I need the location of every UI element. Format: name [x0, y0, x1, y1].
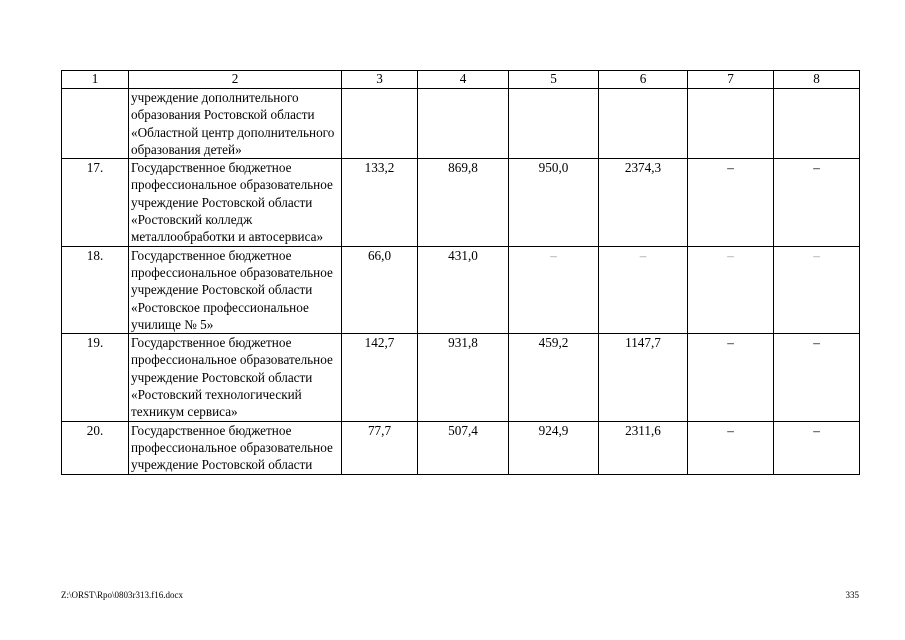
header-col-7: 7: [688, 71, 774, 89]
cell-c7: –: [688, 159, 774, 246]
table-row: [62, 159, 860, 246]
cell-num: [62, 89, 129, 159]
cell-name: Государственное бюджетное профессиональное образовательное учреждение Ростовской области «Ростовское профессиональное училище № 5»: [129, 246, 342, 333]
cell-c5: 924,9: [509, 421, 599, 474]
cell-c4: 869,8: [418, 159, 509, 246]
cell-name: Государственное бюджетное профессиональное образовательное учреждение Ростовской области «Ростовский колледж металлообработки и автосервиса»: [129, 159, 342, 246]
cell-c8: –: [774, 421, 860, 474]
header-col-4: 4: [418, 71, 509, 89]
cell-c5: 459,2: [509, 334, 599, 421]
cell-c7: [688, 89, 774, 159]
cell-c5: 950,0: [509, 159, 599, 246]
cell-c6: 2311,6: [599, 421, 688, 474]
header-col-1: 1: [62, 71, 129, 89]
cell-num: 17.: [62, 159, 129, 246]
table-row: [62, 334, 860, 421]
cell-c6: 2374,3: [599, 159, 688, 246]
cell-c8: –: [774, 334, 860, 421]
cell-c3: 133,2: [342, 159, 418, 246]
cell-c4: 431,0: [418, 246, 509, 333]
cell-name: Государственное бюджетное профессиональное образовательное учреждение Ростовской области: [129, 421, 342, 474]
cell-c6: [599, 89, 688, 159]
cell-c6: 1147,7: [599, 334, 688, 421]
cell-c4: 507,4: [418, 421, 509, 474]
cell-num: 20.: [62, 421, 129, 474]
header-col-5: 5: [509, 71, 599, 89]
header-col-3: 3: [342, 71, 418, 89]
cell-c7: –: [688, 421, 774, 474]
footer-page-number: 335: [845, 590, 859, 600]
cell-num: 19.: [62, 334, 129, 421]
cell-c4: 931,8: [418, 334, 509, 421]
table-row-continuation: [62, 89, 860, 159]
cell-c8: –: [774, 159, 860, 246]
cell-c3: 66,0: [342, 246, 418, 333]
cell-c8: –: [774, 246, 860, 333]
cell-c8: [774, 89, 860, 159]
header-row: [62, 71, 860, 89]
cell-c5: [509, 89, 599, 159]
cell-num: 18.: [62, 246, 129, 333]
cell-name: учреждение дополнительного образования Ростовской области «Областной центр дополнительного образования детей»: [129, 89, 342, 159]
cell-c3: [342, 89, 418, 159]
footer-file-path: Z:\ORST\Rpo\0803r313.f16.docx: [61, 590, 183, 600]
cell-c3: 142,7: [342, 334, 418, 421]
cell-c7: –: [688, 334, 774, 421]
data-table: [61, 70, 860, 475]
header-col-8: 8: [774, 71, 860, 89]
table-row: [62, 246, 860, 333]
cell-c4: [418, 89, 509, 159]
header-col-6: 6: [599, 71, 688, 89]
cell-c6: –: [599, 246, 688, 333]
cell-c5: –: [509, 246, 599, 333]
header-col-2: 2: [129, 71, 342, 89]
table-row: [62, 421, 860, 474]
cell-c3: 77,7: [342, 421, 418, 474]
cell-c7: –: [688, 246, 774, 333]
cell-name: Государственное бюджетное профессиональное образовательное учреждение Ростовской области «Ростовский технологический техникум сервиса»: [129, 334, 342, 421]
